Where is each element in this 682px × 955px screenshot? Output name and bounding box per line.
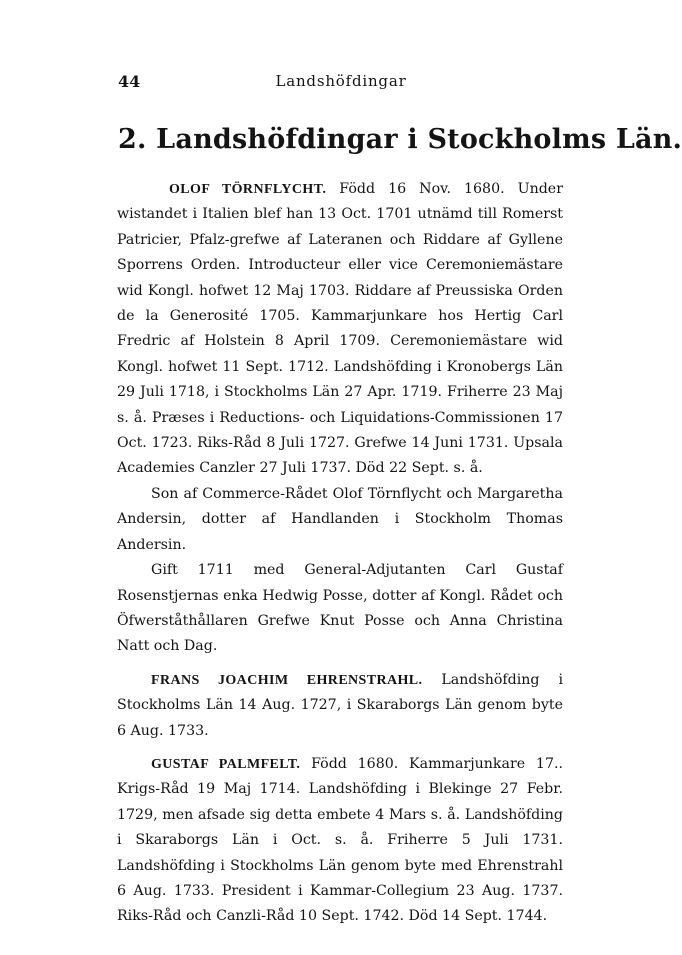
running-title: Landshöfdingar xyxy=(275,72,407,90)
entry-text: Född 16 Nov. 1680. Under wistandet i Italien blef han 13 Oct. 1701 utnämd till Romerst Patricier, Pfalz-grefwe af Lateranen och Riddare af Gyllene Sporrens Orden. Introducteur eller vice Ceremoniemästare wid Kongl. hofwet 12 Maj 1703. Riddare af Preussiska Orden de la Generosité 1705. Kammarjunkare hos Hertig Carl Fredric af Holstein 8 April 1709. Ceremoniemästare wid Kongl. hofwet 11 Sept. 1712. Landshöfding i Kronobergs Län 29 Juli 1718, i Stockholms Län 27 Apr. 1719. Friherre 23 Maj s. å. Præses i Reductions- och Liquidations-Commissionen 17 Oct. 1723. Riks-Råd 8 Juli 1727. Grefwe 14 Juni 1731. Upsala Academies Canzler 27 Juli 1737. Död 22 Sept. s. å. xyxy=(117,181,563,477)
page-number: 44 xyxy=(118,72,141,91)
entry-parents-paragraph xyxy=(117,482,563,558)
entry-frans-joachim-ehrenstrahl xyxy=(117,668,563,744)
person-name: OLOF TÖRNFLYCHT. xyxy=(169,182,327,197)
running-head xyxy=(118,72,564,98)
entry-text: Gift 1711 med General-Adjutanten Carl Gustaf Rosenstjernas enka Hedwig Posse, dotter af Kongl. Rådet och Öfwerståthållaren Grefwe Knut Posse och Anna Christina Natt och Dag. xyxy=(117,562,563,655)
entry-marriage-paragraph xyxy=(117,558,563,660)
entry-text: Född 1680. Kammarjunkare 17.. Krigs-Råd 19 Maj 1714. Landshöfding i Blekinge 27 Febr. 1729, men afsade sig detta embete 4 Mars s. å. Landshöfding i Skaraborgs Län i Oct. s. å. Friherre 5 Juli 1731. Landshöfding i Stockholms Län genom byte med Ehrenstrahl 6 Aug. 1733. President i Kammar-Collegium 23 Aug. 1737. Riks-Råd och Canzli-Råd 10 Sept. 1742. Död 14 Sept. 1744. xyxy=(117,755,563,925)
person-name: GUSTAF PALMFELT. xyxy=(151,756,301,772)
person-name: FRANS JOACHIM EHRENSTRAHL. xyxy=(151,672,423,688)
biography-entries xyxy=(117,177,563,930)
entry-text: Landshöfding i Stockholms Län 14 Aug. 1727, i Skaraborgs Län genom byte 6 Aug. 1733. xyxy=(117,671,563,739)
entry-gustaf-palmfelt xyxy=(117,752,563,930)
section-heading: 2. Landshöfdingar i Stockholms Län. xyxy=(118,124,682,155)
entry-olof-tornflycht xyxy=(117,177,563,482)
entry-text: Son af Commerce-Rådet Olof Törnflycht och Margaretha Andersin, dotter af Handlanden i Stockholm Thomas Andersin. xyxy=(117,485,563,553)
